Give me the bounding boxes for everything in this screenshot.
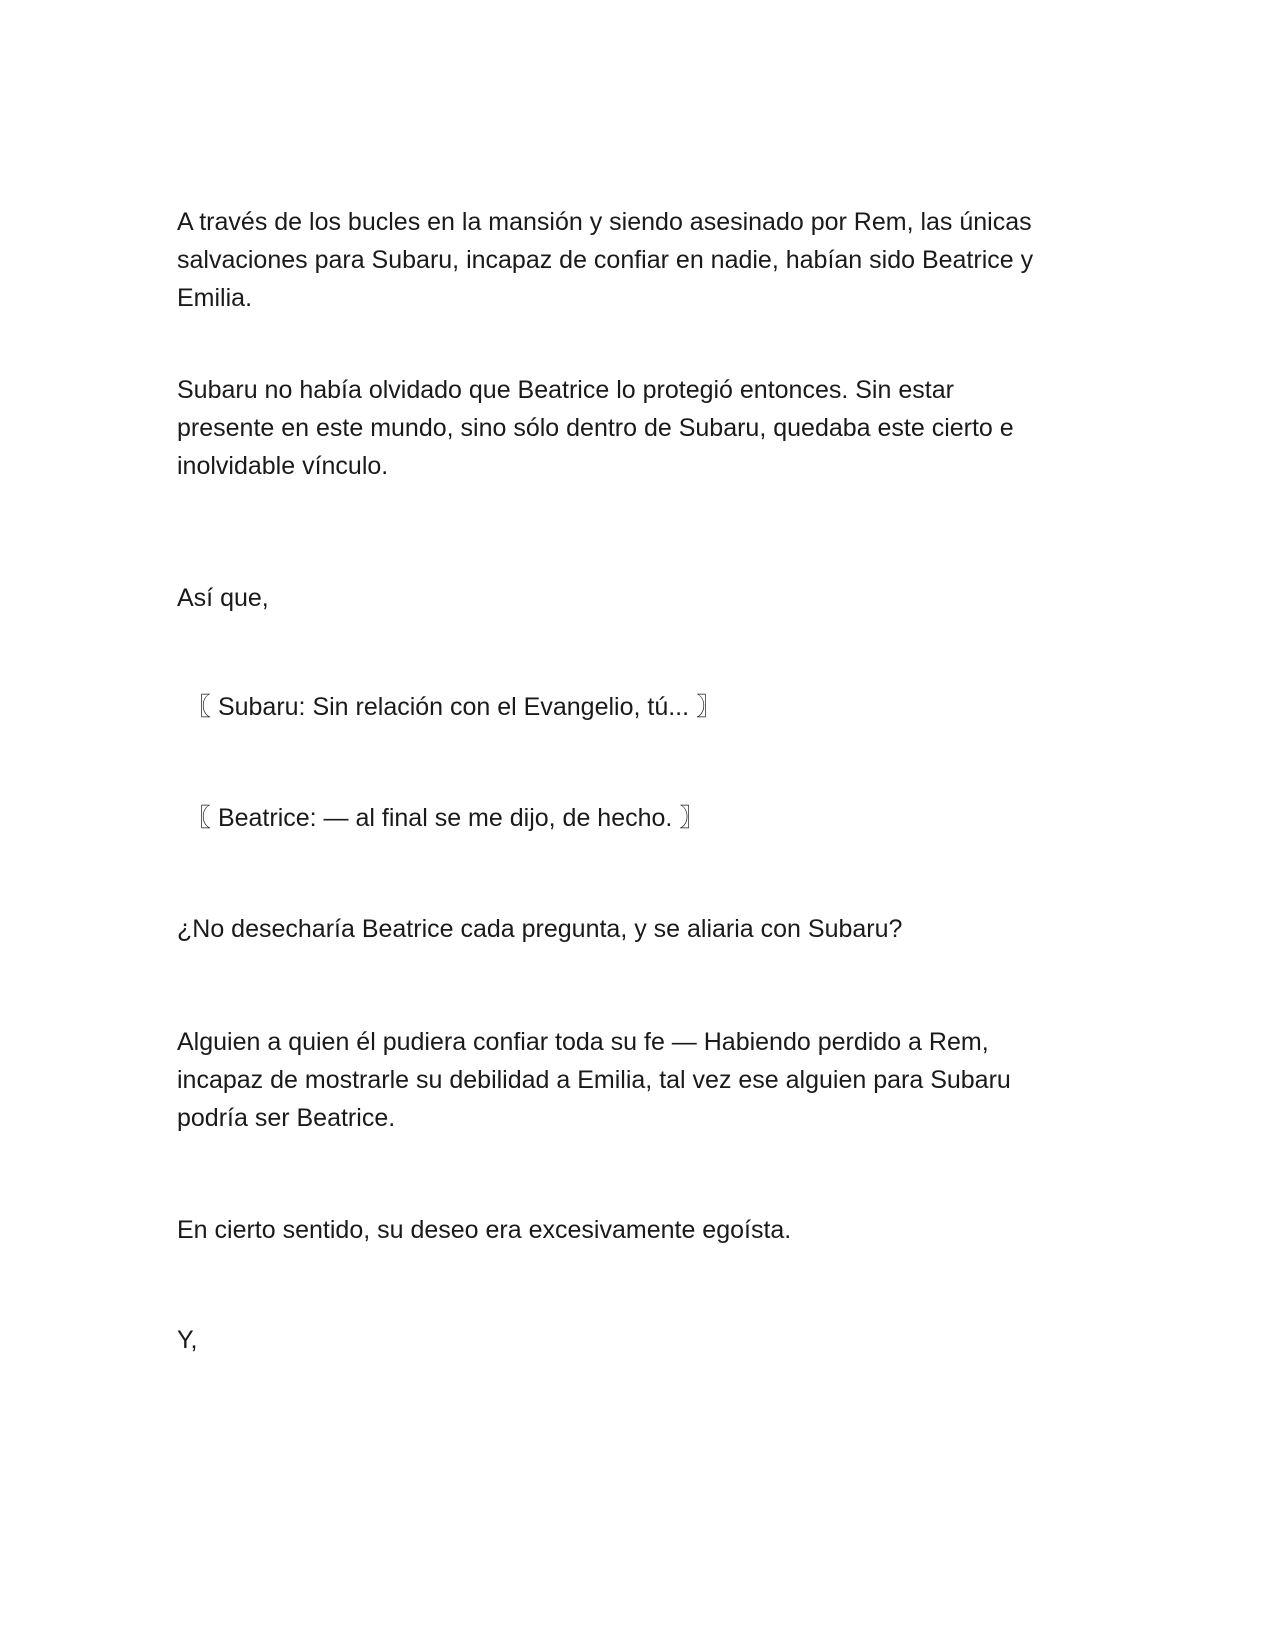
text-line: Así que, <box>177 584 269 612</box>
dialogue-beatrice <box>186 799 1106 837</box>
dialogue-subaru <box>186 688 1106 726</box>
paragraph-selfish <box>177 1211 1097 1249</box>
text-line: presente en este mundo, sino sólo dentro de Subaru, quedaba este cierto e <box>177 414 1014 442</box>
paragraph-so <box>177 579 1097 617</box>
text-line: Emilia. <box>177 284 253 312</box>
text-line: inolvidable vínculo. <box>177 452 389 480</box>
text-line: salvaciones para Subaru, incapaz de confiar en nadie, habían sido Beatrice y <box>177 246 1034 274</box>
text-line: Subaru no había olvidado que Beatrice lo protegió entonces. Sin estar <box>177 376 954 404</box>
text-line: incapaz de mostrarle su debilidad a Emilia, tal vez ese alguien para Subaru <box>177 1066 1011 1094</box>
text-line: A través de los bucles en la mansión y siendo asesinado por Rem, las únicas <box>177 208 1032 236</box>
text-line: 〖 Beatrice: — al final se me dijo, de hecho. 〗 <box>186 804 705 832</box>
paragraph-question <box>177 910 1097 948</box>
text-line: En cierto sentido, su deseo era excesivamente egoísta. <box>177 1216 792 1244</box>
paragraph-someone <box>177 1023 1097 1137</box>
text-line: Alguien a quien él pudiera confiar toda su fe — Habiendo perdido a Rem, <box>177 1028 989 1056</box>
paragraph-and <box>177 1321 1097 1359</box>
paragraph-loops <box>177 203 1097 317</box>
text-line: podría ser Beatrice. <box>177 1104 396 1132</box>
text-line: ¿No desecharía Beatrice cada pregunta, y se aliaria con Subaru? <box>177 915 903 943</box>
text-line: Y, <box>177 1326 198 1354</box>
text-line: 〖 Subaru: Sin relación con el Evangelio, tú... 〗 <box>186 693 722 721</box>
paragraph-bond <box>177 371 1097 485</box>
